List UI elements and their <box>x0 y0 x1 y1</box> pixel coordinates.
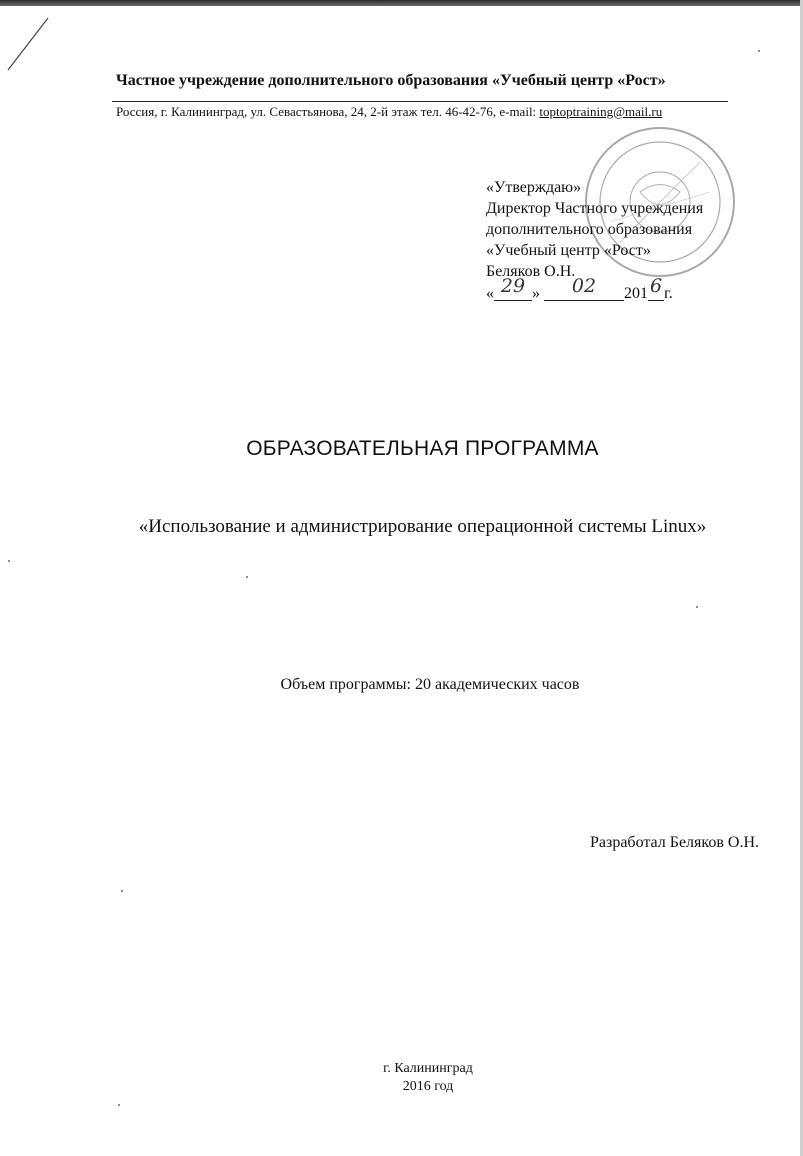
scan-edge-top <box>0 0 803 6</box>
scan-speck <box>758 50 760 52</box>
program-volume: Объем программы: 20 академических часов <box>280 676 580 693</box>
date-year-abbr: г. <box>664 285 673 302</box>
date-year-blank <box>648 275 664 301</box>
corner-pen-mark <box>4 14 54 74</box>
approval-approve-label: «Утверждаю» <box>486 179 582 196</box>
footer-city: г. Калининград <box>383 1061 473 1076</box>
scan-speck <box>121 890 123 892</box>
approval-signatory-name: Беляков О.Н. <box>486 263 576 280</box>
date-month-blank <box>544 275 624 301</box>
date-open-quote: « <box>486 285 494 302</box>
header-address-line <box>116 104 662 120</box>
date-day-handwritten: 29 <box>500 275 526 297</box>
document-subtitle: «Использование и администрирование операционной системы Linux» <box>138 516 707 537</box>
approval-date-line <box>486 275 703 304</box>
date-year-handwritten: 6 <box>649 275 663 297</box>
footer-year: 2016 год <box>402 1079 454 1094</box>
header-email-link[interactable]: toptoptraining@mail.ru <box>539 104 663 119</box>
date-year-prefix: 201 <box>624 285 648 302</box>
header-address: Россия, г. Калининград, ул. Севастьянова, 24, 2-й этаж тел. 46-42-76, e-mail: <box>116 104 537 119</box>
approval-position-line1: Директор Частного учреждения <box>486 200 704 217</box>
header-divider <box>112 101 728 102</box>
scan-speck <box>8 560 10 562</box>
header-organization: Частное учреждение дополнительного образования «Учебный центр «Рост» <box>116 72 666 89</box>
author-line: Разработал Беляков О.Н. <box>590 834 760 851</box>
date-month-handwritten: 02 <box>571 275 597 297</box>
date-day-blank <box>494 275 532 301</box>
scan-speck <box>696 606 698 608</box>
footer-place-date <box>0 1060 803 1096</box>
approval-position-line3: «Учебный центр «Рост» <box>486 242 651 259</box>
approval-position-line2: дополнительного образования <box>486 221 693 238</box>
date-close-quote: » <box>532 285 540 302</box>
scan-speck <box>118 1104 120 1106</box>
approval-block <box>486 177 703 304</box>
scan-speck <box>246 576 248 578</box>
document-title: ОБРАЗОВАТЕЛЬНАЯ ПРОГРАММА <box>246 437 599 460</box>
